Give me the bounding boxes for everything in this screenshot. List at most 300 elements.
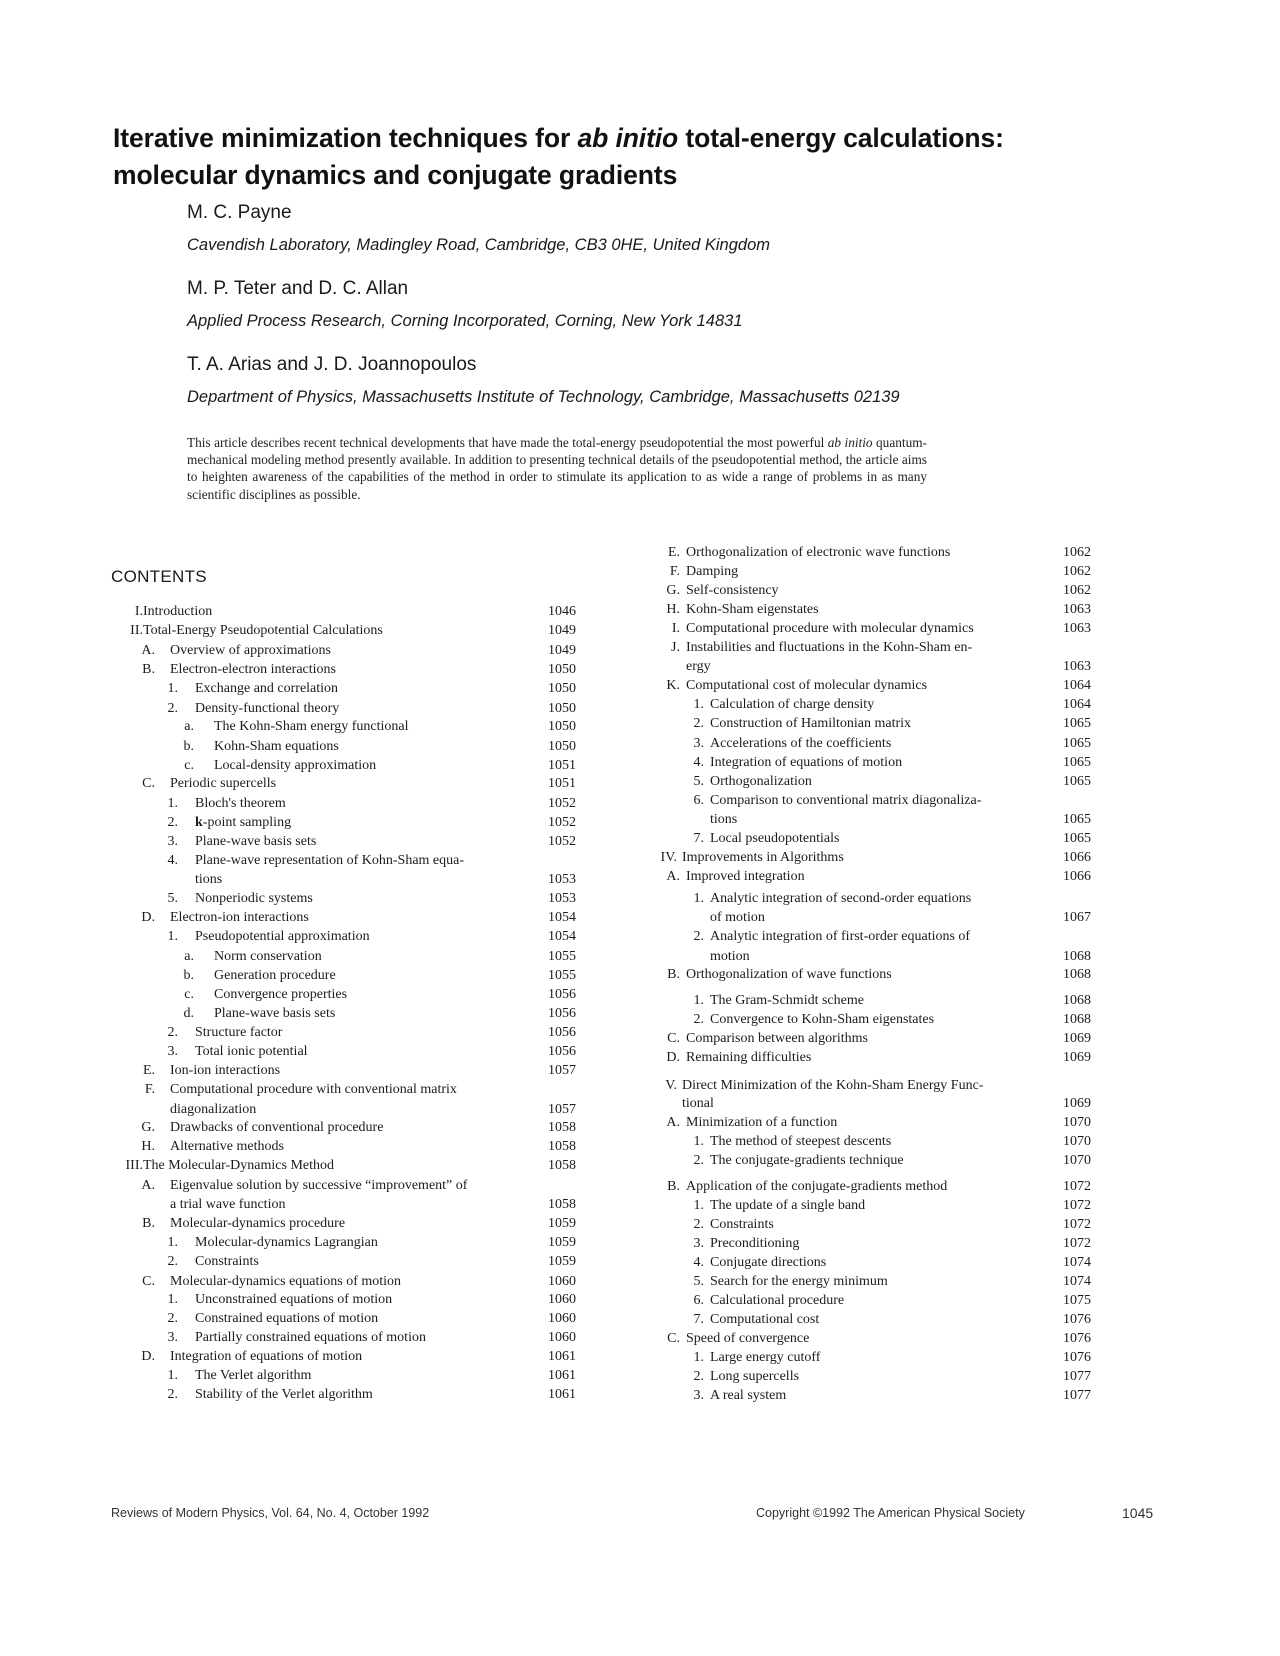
toc-entry-title: Bloch's theorem bbox=[195, 796, 286, 811]
toc-entry-page: 1057 bbox=[548, 1063, 576, 1078]
toc-entry-page: 1068 bbox=[1063, 993, 1091, 1008]
toc-entry-number: 3. bbox=[693, 1388, 704, 1403]
toc-entry-number: 1. bbox=[693, 891, 704, 906]
toc-entry-title: Conjugate directions bbox=[710, 1255, 827, 1270]
toc-entry-title: Preconditioning bbox=[710, 1236, 800, 1251]
toc-entry bbox=[100, 1063, 620, 1083]
toc-entry bbox=[640, 1369, 1200, 1389]
title-italic: ab initio bbox=[577, 123, 679, 153]
toc-entry-title: Molecular-dynamics Lagrangian bbox=[195, 1235, 378, 1250]
toc-entry bbox=[100, 872, 620, 892]
toc-entry-number: 3. bbox=[693, 736, 704, 751]
toc-entry-page: 1051 bbox=[548, 776, 576, 791]
toc-entry-title: Molecular-dynamics equations of motion bbox=[170, 1274, 402, 1289]
toc-entry-title: The Molecular-Dynamics Method bbox=[143, 1158, 334, 1173]
toc-entry bbox=[640, 583, 1200, 603]
toc-entry-page: 1057 bbox=[548, 1102, 576, 1117]
toc-entry bbox=[100, 681, 620, 701]
toc-entry bbox=[640, 1236, 1200, 1256]
toc-entry-number: 2. bbox=[693, 929, 704, 944]
toc-entry bbox=[100, 1139, 620, 1159]
toc-entry-title: The Verlet algorithm bbox=[195, 1368, 312, 1383]
abstract bbox=[187, 434, 927, 503]
toc-entry-title: Improvements in Algorithms bbox=[682, 850, 844, 865]
toc-entry-number: 6. bbox=[693, 793, 704, 808]
toc-entry-page: 1058 bbox=[548, 1158, 576, 1173]
toc-entry-number: C. bbox=[142, 1274, 155, 1289]
toc-entry-title: Orthogonalization of electronic wave functions bbox=[686, 545, 951, 560]
toc-entry bbox=[100, 604, 620, 624]
toc-entry-page: 1063 bbox=[1063, 621, 1091, 636]
toc-entry-title: Direct Minimization of the Kohn-Sham Energy Func- bbox=[682, 1078, 984, 1093]
toc-entry-number: V. bbox=[665, 1078, 677, 1093]
toc-entry bbox=[640, 1198, 1200, 1218]
toc-entry-page: 1063 bbox=[1063, 602, 1091, 617]
toc-entry-page: 1072 bbox=[1063, 1179, 1091, 1194]
toc-entry-number: 2. bbox=[693, 1217, 704, 1232]
toc-entry-title: Integration of equations of motion bbox=[710, 755, 903, 770]
toc-entry bbox=[640, 602, 1200, 622]
toc-entry-page: 1062 bbox=[1063, 545, 1091, 560]
toc-entry-number: 3. bbox=[693, 1236, 704, 1251]
toc-entry-number: A. bbox=[666, 869, 680, 884]
toc-entry bbox=[640, 736, 1200, 756]
toc-entry-number: c. bbox=[184, 758, 194, 773]
toc-entry-number: 2. bbox=[167, 1254, 178, 1269]
toc-entry bbox=[100, 987, 620, 1007]
toc-entry-page: 1050 bbox=[548, 701, 576, 716]
toc-entry bbox=[100, 929, 620, 949]
toc-entry bbox=[640, 850, 1200, 870]
toc-entry-page: 1070 bbox=[1063, 1153, 1091, 1168]
toc-entry-title: motion bbox=[710, 949, 750, 964]
toc-entry-number: 5. bbox=[167, 891, 178, 906]
toc-entry-page: 1072 bbox=[1063, 1236, 1091, 1251]
toc-entry-page: 1058 bbox=[548, 1197, 576, 1212]
abstract-italic: ab initio bbox=[827, 435, 873, 450]
toc-entry-number: G. bbox=[141, 1120, 155, 1135]
toc-entry-title: Constraints bbox=[195, 1254, 259, 1269]
toc-entry-number: 1. bbox=[167, 681, 178, 696]
toc-entry-title: Norm conservation bbox=[214, 949, 322, 964]
toc-entry bbox=[640, 755, 1200, 775]
toc-entry-title: Application of the conjugate-gradients method bbox=[686, 1179, 948, 1194]
toc-entry-number: 3. bbox=[167, 1330, 178, 1345]
toc-entry bbox=[640, 1293, 1200, 1313]
toc-entry-number: 2. bbox=[167, 1387, 178, 1402]
toc-entry bbox=[640, 1312, 1200, 1332]
toc-entry-title: The method of steepest descents bbox=[710, 1134, 892, 1149]
toc-entry-page: 1069 bbox=[1063, 1050, 1091, 1065]
toc-entry-title: Pseudopotential approximation bbox=[195, 929, 370, 944]
toc-entry-title: a trial wave function bbox=[170, 1197, 286, 1212]
toc-entry-title: tional bbox=[682, 1096, 714, 1111]
toc-entry-title: Kohn-Sham eigenstates bbox=[686, 602, 819, 617]
toc-entry-number: C. bbox=[142, 776, 155, 791]
toc-entry-page: 1056 bbox=[548, 1044, 576, 1059]
toc-entry-title: Electron-electron interactions bbox=[170, 662, 336, 677]
toc-entry-title: Partially constrained equations of motion bbox=[195, 1330, 426, 1345]
toc-entry-page: 1059 bbox=[548, 1216, 576, 1231]
toc-entry-page: 1055 bbox=[548, 968, 576, 983]
toc-entry-number: K. bbox=[666, 678, 680, 693]
toc-entry-title: Calculational procedure bbox=[710, 1293, 845, 1308]
toc-entry-page: 1066 bbox=[1063, 869, 1091, 884]
toc-entry-page: 1060 bbox=[548, 1330, 576, 1345]
toc-entry bbox=[640, 1096, 1200, 1116]
toc-right-column bbox=[640, 539, 1200, 1479]
toc-entry bbox=[640, 621, 1200, 641]
toc-entry-page: 1052 bbox=[548, 796, 576, 811]
toc-entry-page: 1056 bbox=[548, 987, 576, 1002]
abstract-after: quantum-mechanical modeling method presently available. In addition to presenting technical details of the pseudopotential method, the article aims to heighten awareness of the capabilities of the method in order to stimulate its application to as wide a range of problems in as many scientific disciplines as possible. bbox=[187, 435, 927, 502]
toc-entry-title: Electron-ion interactions bbox=[170, 910, 309, 925]
toc-entry-page: 1060 bbox=[548, 1274, 576, 1289]
toc-entry bbox=[100, 701, 620, 721]
toc-entry-page: 1070 bbox=[1063, 1134, 1091, 1149]
toc-entry bbox=[640, 1255, 1200, 1275]
toc-entry bbox=[640, 564, 1200, 584]
toc-entry-title: tions bbox=[195, 872, 223, 887]
toc-entry-title: Eigenvalue solution by successive “improvement” of bbox=[170, 1178, 468, 1193]
toc-entry bbox=[640, 774, 1200, 794]
toc-entry bbox=[100, 910, 620, 930]
toc-entry bbox=[640, 993, 1200, 1013]
toc-entry bbox=[640, 793, 1200, 813]
toc-entry-title: The Gram-Schmidt scheme bbox=[710, 993, 864, 1008]
toc-entry-title: Search for the energy minimum bbox=[710, 1274, 888, 1289]
toc-entry-title: The Kohn-Sham energy functional bbox=[214, 719, 409, 734]
toc-entry-title: Constraints bbox=[710, 1217, 774, 1232]
toc-entry-number: 1. bbox=[167, 1292, 178, 1307]
toc-entry-page: 1052 bbox=[548, 815, 576, 830]
toc-entry-page: 1059 bbox=[548, 1235, 576, 1250]
toc-entry bbox=[640, 678, 1200, 698]
toc-entry bbox=[100, 834, 620, 854]
toc-entry-number: 1. bbox=[167, 1235, 178, 1250]
toc-entry bbox=[100, 1387, 620, 1407]
toc-entry-number: 5. bbox=[693, 1274, 704, 1289]
toc-entry-number: E. bbox=[667, 545, 680, 560]
toc-entry-page: 1064 bbox=[1063, 697, 1091, 712]
toc-entry-title: Analytic integration of second-order equations bbox=[710, 891, 972, 906]
toc-entry-title: Instabilities and fluctuations in the Kohn-Sham en- bbox=[686, 640, 973, 655]
toc-entry bbox=[640, 1331, 1200, 1351]
toc-entry bbox=[100, 1216, 620, 1236]
toc-entry-page: 1059 bbox=[548, 1254, 576, 1269]
toc-entry-page: 1049 bbox=[548, 643, 576, 658]
toc-entry bbox=[640, 812, 1200, 832]
toc-entry-title: Exchange and correlation bbox=[195, 681, 339, 696]
toc-entry-number: 2. bbox=[167, 1311, 178, 1326]
toc-entry bbox=[640, 1050, 1200, 1070]
toc-entry-page: 1074 bbox=[1063, 1255, 1091, 1270]
toc-entry bbox=[100, 1178, 620, 1198]
toc-entry-title: A real system bbox=[710, 1388, 787, 1403]
toc-entry bbox=[100, 662, 620, 682]
toc-entry-number: 4. bbox=[693, 1255, 704, 1270]
affiliation-1: Cavendish Laboratory, Madingley Road, Cambridge, CB3 0HE, United Kingdom bbox=[187, 236, 771, 254]
toc-entry-number: 4. bbox=[167, 853, 178, 868]
toc-entry-title: Structure factor bbox=[195, 1025, 283, 1040]
toc-entry-number: D. bbox=[141, 1349, 155, 1364]
toc-entry-number: C. bbox=[667, 1331, 680, 1346]
toc-entry-page: 1050 bbox=[548, 681, 576, 696]
toc-entry bbox=[640, 1388, 1200, 1408]
toc-entry-page: 1068 bbox=[1063, 949, 1091, 964]
toc-entry-page: 1065 bbox=[1063, 831, 1091, 846]
toc-entry-number: J. bbox=[671, 640, 680, 655]
toc-entry-title: Computational cost of molecular dynamics bbox=[686, 678, 928, 693]
toc-entry-title: The update of a single band bbox=[710, 1198, 866, 1213]
toc-entry-page: 1052 bbox=[548, 834, 576, 849]
toc-entry-page: 1053 bbox=[548, 891, 576, 906]
toc-entry-number: I. bbox=[671, 621, 680, 636]
toc-entry-title: Convergence properties bbox=[214, 987, 348, 1002]
toc-entry bbox=[640, 697, 1200, 717]
toc-entry-page: 1058 bbox=[548, 1139, 576, 1154]
toc-entry-page: 1062 bbox=[1063, 583, 1091, 598]
toc-entry-page: 1075 bbox=[1063, 1293, 1091, 1308]
toc-entry-number: II. bbox=[130, 623, 143, 638]
toc-entry bbox=[100, 1292, 620, 1312]
toc-entry-title: Plane-wave representation of Kohn-Sham equa- bbox=[195, 853, 465, 868]
toc-entry-title: Construction of Hamiltonian matrix bbox=[710, 716, 912, 731]
toc-entry-page: 1058 bbox=[548, 1120, 576, 1135]
toc-entry-page: 1056 bbox=[548, 1006, 576, 1021]
affiliation-2: Applied Process Research, Corning Incorporated, Corning, New York 14831 bbox=[187, 312, 743, 330]
article-title bbox=[113, 120, 1193, 194]
toc-entry-page: 1065 bbox=[1063, 755, 1091, 770]
toc-entry-number: 1. bbox=[693, 993, 704, 1008]
toc-entry-page: 1067 bbox=[1063, 910, 1091, 925]
toc-entry bbox=[100, 1254, 620, 1274]
toc-entry-number: 1. bbox=[167, 929, 178, 944]
toc-entry bbox=[100, 1044, 620, 1064]
toc-entry-title: Minimization of a function bbox=[686, 1115, 838, 1130]
toc-entry bbox=[640, 1274, 1200, 1294]
toc-entry-title: Molecular-dynamics procedure bbox=[170, 1216, 346, 1231]
author-group-1: M. C. Payne bbox=[187, 202, 292, 223]
toc-entry-page: 1077 bbox=[1063, 1369, 1091, 1384]
toc-entry-page: 1061 bbox=[548, 1387, 576, 1402]
toc-entry-number: a. bbox=[184, 949, 194, 964]
toc-entry-page: 1050 bbox=[548, 719, 576, 734]
toc-entry-title: Constrained equations of motion bbox=[195, 1311, 379, 1326]
toc-entry-number: 1. bbox=[693, 1198, 704, 1213]
toc-entry-title: Alternative methods bbox=[170, 1139, 284, 1154]
toc-entry-page: 1065 bbox=[1063, 812, 1091, 827]
toc-entry-number: F. bbox=[669, 564, 680, 579]
toc-entry bbox=[100, 776, 620, 796]
toc-entry-title: Integration of equations of motion bbox=[170, 1349, 363, 1364]
toc-entry-number: 7. bbox=[693, 1312, 704, 1327]
toc-entry-title: Comparison between algorithms bbox=[686, 1031, 868, 1046]
toc-entry bbox=[640, 929, 1200, 949]
toc-entry bbox=[100, 643, 620, 663]
toc-entry-title: diagonalization bbox=[170, 1102, 257, 1117]
author-group-2: M. P. Teter and D. C. Allan bbox=[187, 278, 409, 299]
toc-entry-page: 1070 bbox=[1063, 1115, 1091, 1130]
toc-entry-number: A. bbox=[666, 1115, 680, 1130]
toc-entry-page: 1053 bbox=[548, 872, 576, 887]
toc-entry-title: of motion bbox=[710, 910, 765, 925]
toc-entry bbox=[640, 716, 1200, 736]
toc-entry-page: 1076 bbox=[1063, 1350, 1091, 1365]
contents-heading: CONTENTS bbox=[111, 567, 207, 586]
toc-entry bbox=[100, 623, 620, 643]
toc-entry-number: 6. bbox=[693, 1293, 704, 1308]
toc-entry-page: 1050 bbox=[548, 739, 576, 754]
toc-entry-page: 1069 bbox=[1063, 1031, 1091, 1046]
toc-entry-number: G. bbox=[666, 583, 680, 598]
toc-entry-number: 4. bbox=[693, 755, 704, 770]
toc-entry-number: B. bbox=[667, 1179, 680, 1194]
toc-entry-title: Computational cost bbox=[710, 1312, 820, 1327]
toc-entry-page: 1054 bbox=[548, 929, 576, 944]
toc-entry bbox=[100, 758, 620, 778]
toc-entry-page: 1076 bbox=[1063, 1312, 1091, 1327]
toc-entry bbox=[640, 1217, 1200, 1237]
toc-entry bbox=[640, 910, 1200, 930]
toc-entry-title: Periodic supercells bbox=[170, 776, 277, 791]
footer-copyright: Copyright ©1992 The American Physical Society bbox=[756, 1506, 1025, 1520]
toc-entry bbox=[100, 796, 620, 816]
toc-entry bbox=[640, 967, 1200, 987]
toc-entry bbox=[640, 949, 1200, 969]
footer-journal: Reviews of Modern Physics, Vol. 64, No. 4, October 1992 bbox=[111, 1506, 430, 1520]
toc-entry-number: 1. bbox=[693, 1134, 704, 1149]
toc-entry-title: tions bbox=[710, 812, 738, 827]
toc-entry-number: 1. bbox=[167, 796, 178, 811]
toc-entry-number: C. bbox=[667, 1031, 680, 1046]
toc-entry bbox=[100, 1311, 620, 1331]
toc-entry bbox=[100, 1158, 620, 1178]
toc-entry-title: Speed of convergence bbox=[686, 1331, 810, 1346]
toc-entry bbox=[100, 1102, 620, 1122]
toc-entry-title: Remaining difficulties bbox=[686, 1050, 812, 1065]
toc-entry-number: c. bbox=[184, 987, 194, 1002]
toc-entry-page: 1063 bbox=[1063, 659, 1091, 674]
toc-entry bbox=[640, 831, 1200, 851]
toc-entry-title: Ion-ion interactions bbox=[170, 1063, 281, 1078]
toc-entry-number: A. bbox=[141, 1178, 155, 1193]
toc-entry-title: The conjugate-gradients technique bbox=[710, 1153, 904, 1168]
toc-entry-number: 5. bbox=[693, 774, 704, 789]
toc-entry bbox=[640, 659, 1200, 679]
toc-entry-page: 1050 bbox=[548, 662, 576, 677]
toc-entry-number: 1. bbox=[693, 697, 704, 712]
toc-entry bbox=[640, 891, 1200, 911]
toc-entry-number: a. bbox=[184, 719, 194, 734]
toc-entry-number: E. bbox=[142, 1063, 155, 1078]
toc-entry bbox=[100, 949, 620, 969]
toc-entry bbox=[640, 545, 1200, 565]
toc-entry bbox=[640, 1153, 1200, 1173]
toc-entry-title: Nonperiodic systems bbox=[195, 891, 313, 906]
toc-entry-number: 2. bbox=[167, 1025, 178, 1040]
toc-entry-title: Computational procedure with molecular dynamics bbox=[686, 621, 974, 636]
toc-entry-title: Computational procedure with conventional matrix bbox=[170, 1082, 457, 1097]
toc-entry-number: III. bbox=[125, 1158, 143, 1173]
toc-entry-page: 1062 bbox=[1063, 564, 1091, 579]
toc-entry-page: 1061 bbox=[548, 1368, 576, 1383]
toc-entry-number: D. bbox=[666, 1050, 680, 1065]
toc-entry bbox=[640, 1078, 1200, 1098]
toc-entry-page: 1077 bbox=[1063, 1388, 1091, 1403]
toc-entry-number: 1. bbox=[167, 1368, 178, 1383]
toc-entry bbox=[100, 968, 620, 988]
toc-entry-page: 1054 bbox=[548, 910, 576, 925]
title-part1: Iterative minimization techniques for bbox=[113, 123, 578, 153]
toc-entry-title: Damping bbox=[686, 564, 739, 579]
toc-entry-number: 2. bbox=[693, 1153, 704, 1168]
toc-entry bbox=[640, 1350, 1200, 1370]
toc-entry-number: 3. bbox=[167, 1044, 178, 1059]
toc-entry-title: k-point sampling bbox=[195, 815, 292, 830]
toc-entry-number: B. bbox=[142, 662, 155, 677]
toc-entry-page: 1060 bbox=[548, 1292, 576, 1307]
toc-entry-page: 1068 bbox=[1063, 967, 1091, 982]
toc-entry-title: Local pseudopotentials bbox=[710, 831, 840, 846]
toc-entry-number: A. bbox=[141, 643, 155, 658]
toc-entry-page: 1069 bbox=[1063, 1096, 1091, 1111]
toc-entry-page: 1066 bbox=[1063, 850, 1091, 865]
toc-entry-title: Generation procedure bbox=[214, 968, 336, 983]
toc-entry-title: Local-density approximation bbox=[214, 758, 377, 773]
toc-entry-page: 1065 bbox=[1063, 736, 1091, 751]
abstract-before: This article describes recent technical developments that have made the total-energy pseudopotential the most powerful bbox=[187, 435, 828, 450]
toc-entry-title: Orthogonalization of wave functions bbox=[686, 967, 892, 982]
toc-entry-title: Total-Energy Pseudopotential Calculations bbox=[143, 623, 383, 638]
toc-entry bbox=[100, 1330, 620, 1350]
toc-entry-title: Plane-wave basis sets bbox=[214, 1006, 336, 1021]
footer-page-number: 1045 bbox=[1122, 1505, 1154, 1521]
toc-entry bbox=[640, 1012, 1200, 1032]
toc-entry-page: 1065 bbox=[1063, 774, 1091, 789]
toc-entry bbox=[640, 1031, 1200, 1051]
toc-entry bbox=[100, 1235, 620, 1255]
toc-entry-number: B. bbox=[667, 967, 680, 982]
toc-entry-page: 1072 bbox=[1063, 1198, 1091, 1213]
toc-entry-title: Kohn-Sham equations bbox=[214, 739, 339, 754]
toc-entry-page: 1060 bbox=[548, 1311, 576, 1326]
toc-entry-number: d. bbox=[183, 1006, 194, 1021]
toc-entry-number: b. bbox=[183, 968, 194, 983]
toc-entry-number: b. bbox=[183, 739, 194, 754]
toc-entry-title: Self-consistency bbox=[686, 583, 779, 598]
toc-entry-number: 2. bbox=[167, 701, 178, 716]
toc-entry-title: Long supercells bbox=[710, 1369, 800, 1384]
toc-entry-page: 1074 bbox=[1063, 1274, 1091, 1289]
toc-entry-title: Plane-wave basis sets bbox=[195, 834, 317, 849]
toc-entry bbox=[640, 1115, 1200, 1135]
title-part2: total-energy calculations: bbox=[678, 123, 1004, 153]
title-line2: molecular dynamics and conjugate gradients bbox=[113, 160, 678, 190]
toc-entry-page: 1055 bbox=[548, 949, 576, 964]
toc-entry bbox=[640, 1134, 1200, 1154]
toc-entry bbox=[100, 719, 620, 739]
toc-entry-title: Stability of the Verlet algorithm bbox=[195, 1387, 373, 1402]
toc-entry-title: Drawbacks of conventional procedure bbox=[170, 1120, 384, 1135]
toc-entry-number: 2. bbox=[693, 1369, 704, 1384]
toc-entry-title: Introduction bbox=[143, 604, 213, 619]
toc-entry-page: 1065 bbox=[1063, 716, 1091, 731]
toc-entry-title: Convergence to Kohn-Sham eigenstates bbox=[710, 1012, 935, 1027]
toc-entry-title: ergy bbox=[686, 659, 711, 674]
toc-entry bbox=[640, 1179, 1200, 1199]
toc-entry-number: 2. bbox=[167, 815, 178, 830]
